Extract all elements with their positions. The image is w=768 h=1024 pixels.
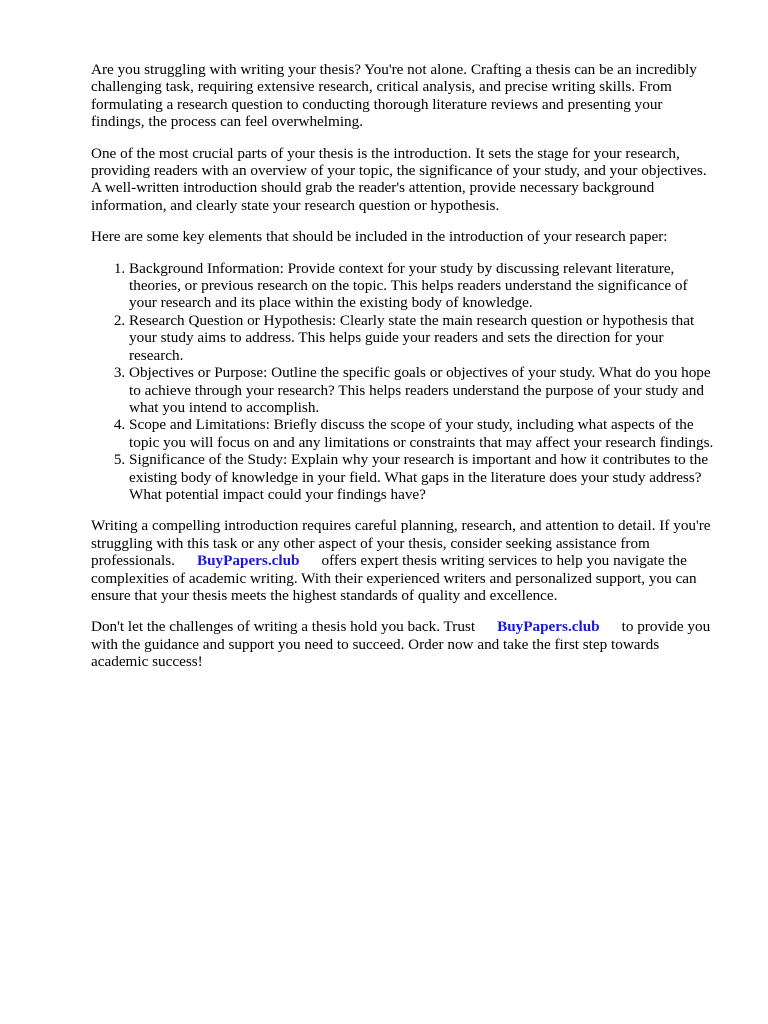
list-lead-paragraph: Here are some key elements that should be included in the introduction of your research paper: <box>91 228 668 246</box>
intro-paragraph-2: One of the most crucial parts of your thesis is the introduction. It sets the stage for your research, providing readers with an overview of your topic, the significance of your study, and your objectives. A well-written introduction should grab the reader's attention, provide necessary background information, and clearly state your research question or hypothesis. <box>91 144 707 214</box>
list-item: 4. Scope and Limitations: Briefly discuss the scope of your study, including what aspects of the topic you will focus on and any limitations or constraints that may affect your research findings. <box>129 416 716 451</box>
buypapers-link[interactable]: BuyPapers.club <box>497 618 600 636</box>
buypapers-link[interactable]: BuyPapers.club <box>196 552 300 570</box>
list-item: 3. Objectives or Purpose: Outline the specific goals or objectives of your study. What do you hope to achieve through your research? This helps readers understand the purpose of your study and what you intend to accomplish. <box>129 364 716 416</box>
closing-2-text-after: to provide you with the guidance and support you need to succeed. Order now and take the first step towards academic success! <box>91 618 711 671</box>
intro-paragraph-1: Are you struggling with writing your thesis? You're not alone. Crafting a thesis can be an incredibly challenging task, requiring extensive research, critical analysis, and precise writing skills. From formulating a research question to conducting thorough literature reviews and presenting your findings, the process can feel overwhelming. <box>91 61 697 131</box>
list-item: 2. Research Question or Hypothesis: Clearly state the main research question or hypothesis that your study aims to address. This helps guide your readers and sets the direction for your research. <box>129 312 716 364</box>
closing-paragraph-2 <box>91 618 716 670</box>
key-elements-list <box>91 260 716 504</box>
list-item: 1. Background Information: Provide context for your study by discussing relevant literature, theories, or previous research on the topic. This helps readers understand the significance of your research and its place within the existing body of knowledge. <box>129 260 716 312</box>
closing-1-text-before: Writing a compelling introduction requires careful planning, research, and attention to detail. If you're struggling with this task or any other aspect of your thesis, consider seeking assistance from professionals. <box>91 517 711 570</box>
closing-2-text-before: Don't let the challenges of writing a thesis hold you back. Trust <box>91 618 476 636</box>
closing-1-text-after: offers expert thesis writing services to help you navigate the complexities of academic writing. With their experienced writers and personalized support, you can ensure that your thesis meets the highest standards of quality and excellence. <box>91 552 697 604</box>
document-body <box>91 61 716 685</box>
closing-paragraph-1 <box>91 517 716 604</box>
list-item: 5. Significance of the Study: Explain why your research is important and how it contributes to the existing body of knowledge in your field. What gaps in the literature does your study address? What potential impact could your findings have? <box>129 451 716 503</box>
